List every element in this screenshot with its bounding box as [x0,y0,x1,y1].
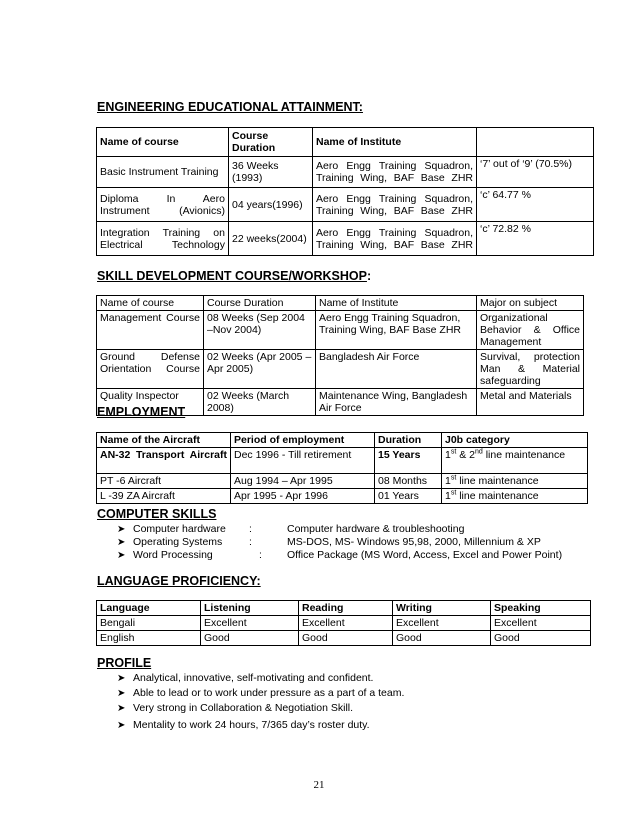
skill-duration: 02 Weeks (Apr 2005 – Apr 2005) [204,350,316,389]
profile-item: Able to lead or to work under pressure as a part of a team. [133,687,405,699]
skill-value: MS-DOS, MS- Windows 95,98, 2000, Millennium & XP [287,536,541,548]
header-period-of-employment: Period of employment [231,433,375,448]
job-category: 1st line maintenance [442,474,588,489]
edu-course: Diploma In Aero Instrument (Avionics) [97,188,229,222]
language-name: English [97,631,201,646]
computer-skills-list [117,523,562,562]
skill-course: Management Course [97,311,204,350]
edu-duration: 22 weeks(2004) [229,222,313,256]
skill-institute: Aero Engg Training Squadron, Training Wing, BAF Base ZHR [316,311,477,350]
table-row [97,616,591,631]
list-item [117,687,404,700]
page-number: 21 [313,779,325,791]
list-item [117,672,404,685]
education-heading: ENGINEERING EDUCATIONAL ATTAINMENT: [97,100,363,114]
employment-duration: 08 Months [375,474,442,489]
computer-skills-heading: COMPUTER SKILLS [97,507,217,521]
skill-course: Quality Inspector [97,389,204,416]
skill-separator: : [249,536,252,548]
profile-item: Mentality to work 24 hours, 7/365 day’s roster duty. [133,719,370,731]
skill-major: Organizational Behavior & Office Management [477,311,584,350]
header-job-category: J0b category [442,433,588,448]
arrowhead-bullet-icon: ➤ [117,673,126,684]
job-category: 1st & 2nd line maintenance [442,448,588,474]
header-name-of-institute: Name of Institute [316,296,477,311]
edu-result: ‘c’ 72.82 % [477,222,594,256]
skill-major: Metal and Materials [477,389,584,416]
job-category: 1st line maintenance [442,489,588,504]
header-result [477,128,594,157]
aircraft-name: L -39 ZA Aircraft [97,489,231,504]
profile-item: Analytical, innovative, self-motivating and confident. [133,672,374,684]
aircraft-name: AN-32 Transport Aircraft [97,448,231,474]
arrowhead-bullet-icon: ➤ [117,537,126,548]
list-item [117,702,404,715]
header-duration: Duration [375,433,442,448]
arrowhead-bullet-icon: ➤ [117,720,126,731]
list-item [117,719,404,732]
education-table [96,127,594,256]
skills-heading-colon: : [366,269,372,283]
employment-period: Dec 1996 - Till retirement [231,448,375,474]
table-row [97,631,591,646]
arrowhead-bullet-icon: ➤ [117,524,126,535]
edu-result: ‘c’ 64.77 % [477,188,594,222]
header-name-of-course: Name of course [97,128,229,157]
employment-period: Apr 1995 - Apr 1996 [231,489,375,504]
table-row [97,489,588,504]
table-row [97,350,584,389]
profile-list [117,672,404,732]
table-row [97,448,588,474]
header-speaking: Speaking [491,601,591,616]
language-heading: LANGUAGE PROFICIENCY: [97,574,261,588]
header-reading: Reading [299,601,393,616]
header-listening: Listening [201,601,299,616]
table-row [97,311,584,350]
skill-label: Word Processing [133,549,213,561]
header-course-duration: Course Duration [229,128,313,157]
table-row [97,474,588,489]
profile-item: Very strong in Collaboration & Negotiation Skill. [133,702,354,714]
header-major-on-subject: Major on subject [477,296,584,311]
skill-course: Ground Defense Orientation Course [97,350,204,389]
edu-institute: Aero Engg Training Squadron, Training Wing, BAF Base ZHR [313,222,477,256]
arrowhead-bullet-icon: ➤ [117,703,126,714]
list-item [117,523,562,536]
profile-heading: PROFILE [97,656,152,670]
employment-period: Aug 1994 – Apr 1995 [231,474,375,489]
edu-course: Integration Training on Electrical Technology [97,222,229,256]
skill-separator: : [249,523,252,535]
edu-duration: 04 years(1996) [229,188,313,222]
aircraft-name: PT -6 Aircraft [97,474,231,489]
skill-duration: 08 Weeks (Sep 2004 –Nov 2004) [204,311,316,350]
edu-institute: Aero Engg Training Squadron, Training Wing, BAF Base ZHR [313,157,477,188]
skills-heading-text: SKILL DEVELOPMENT COURSE/WORKSHOP [97,269,367,283]
skill-separator: : [259,549,262,561]
header-language: Language [97,601,201,616]
skill-label: Computer hardware [133,523,226,535]
table-row [97,222,594,256]
skill-institute: Bangladesh Air Force [316,350,477,389]
table-row [97,188,594,222]
edu-course: Basic Instrument Training [97,157,229,188]
language-speaking: Good [491,631,591,646]
skill-label: Operating Systems [133,536,223,548]
skills-table [96,295,584,416]
header-writing: Writing [393,601,491,616]
header-name-of-course: Name of course [97,296,204,311]
header-name-of-institute: Name of Institute [313,128,477,157]
edu-duration: 36 Weeks (1993) [229,157,313,188]
employment-table [96,432,588,504]
language-listening: Good [201,631,299,646]
language-speaking: Excellent [491,616,591,631]
skill-institute: Maintenance Wing, Bangladesh Air Force [316,389,477,416]
language-reading: Good [299,631,393,646]
skill-major: Survival, protection Man & Material safeguarding [477,350,584,389]
table-row [97,157,594,188]
skills-heading [97,269,371,283]
skill-value: Computer hardware & troubleshooting [287,523,465,535]
language-listening: Excellent [201,616,299,631]
language-table [96,600,591,646]
edu-institute: Aero Engg Training Squadron, Training Wing, BAF Base ZHR [313,188,477,222]
language-writing: Good [393,631,491,646]
language-writing: Excellent [393,616,491,631]
list-item [117,536,562,549]
language-reading: Excellent [299,616,393,631]
employment-duration: 15 Years [375,448,442,474]
header-name-of-aircraft: Name of the Aircraft [97,433,231,448]
header-course-duration: Course Duration [204,296,316,311]
arrowhead-bullet-icon: ➤ [117,550,126,561]
edu-result: ‘7’ out of ‘9’ (70.5%) [477,157,594,188]
skill-duration: 02 Weeks (March 2008) [204,389,316,416]
arrowhead-bullet-icon: ➤ [117,688,126,699]
list-item [117,549,562,562]
employment-duration: 01 Years [375,489,442,504]
employment-heading: EMPLOYMENT [97,405,186,419]
skill-value: Office Package (MS Word, Access, Excel and Power Point) [287,549,563,561]
language-name: Bengali [97,616,201,631]
